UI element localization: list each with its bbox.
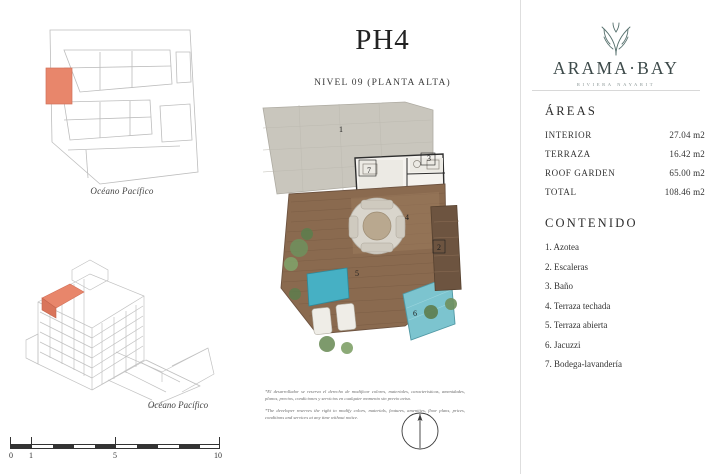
scale-bar <box>10 437 228 465</box>
area-label: TERRAZA <box>545 149 591 159</box>
contenido-title: CONTENIDO <box>545 216 638 230</box>
page-subtitle: NIVEL 09 (PLANTA ALTA) <box>314 78 451 88</box>
contenido-item-1: 1. Azotea <box>545 242 579 252</box>
contenido-item-3: 3. Baño <box>545 281 573 291</box>
brand-tagline: RIVIERA NAYARIT <box>576 82 656 87</box>
areas-title: ÁREAS <box>545 104 597 118</box>
scale-tick-10: 10 <box>214 451 222 460</box>
floor-plan-drawing <box>255 98 511 378</box>
scale-bar-fill-c <box>95 445 116 448</box>
area-label: INTERIOR <box>545 130 592 140</box>
right-column <box>520 0 712 474</box>
contenido-list <box>545 243 705 380</box>
area-row <box>545 188 705 197</box>
areas-list <box>545 131 705 207</box>
scale-tick-5: 5 <box>113 451 117 460</box>
massing-ocean-label: Océano Pacífico <box>147 400 209 410</box>
disclaimer-spanish: *El desarrollador se reserva el derecho de modificar colores, materiales, caracteristicas, amenidades, planos, precios, condiciones y servicios en cualquier momento sin previo aviso. <box>265 389 465 402</box>
divider-top <box>532 90 700 91</box>
brand-logo <box>532 22 700 87</box>
siteplan-ocean-label: Océano Pacífico <box>90 186 154 196</box>
area-label: TOTAL <box>545 187 577 197</box>
contenido-item-2: 2. Escaleras <box>545 261 588 272</box>
plan-label-5: 5 <box>355 269 359 278</box>
disclaimer-english: *The developer reserves the right to modify colors, materials, features, amenities, floor plans, prices, conditions and services at any time without notice. <box>265 408 465 421</box>
scale-bar-fill-b <box>53 445 74 448</box>
north-arrow-icon <box>397 408 443 454</box>
highlighted-unit-marker <box>46 68 72 104</box>
contenido-item-5: 5. Terraza abierta <box>545 320 608 330</box>
scale-tick-1: 1 <box>29 451 33 460</box>
page-title: PH4 <box>355 24 410 56</box>
area-value: 16.42 m2 <box>669 149 705 159</box>
brand-name: ARAMA·BAY <box>552 58 680 78</box>
contenido-item-7: 7. Bodega-lavandería <box>545 359 622 369</box>
plan-label-1: 1 <box>339 125 343 134</box>
contenido-item-6: 6. Jacuzzi <box>545 339 581 350</box>
plan-label-2: 2 <box>437 243 441 252</box>
site-plan-diagram <box>40 22 210 192</box>
plan-label-4: 4 <box>405 213 409 222</box>
plan-label-3: 3 <box>427 154 431 163</box>
area-label: ROOF GARDEN <box>545 168 616 178</box>
scale-bar-fill-e <box>179 445 200 448</box>
area-value: 65.00 m2 <box>669 168 705 178</box>
palm-leaf-icon <box>590 22 642 56</box>
left-column <box>0 0 245 474</box>
contenido-item-4: 4. Terraza techada <box>545 300 611 311</box>
area-row <box>545 169 705 178</box>
center-column <box>245 0 520 474</box>
area-value: 108.46 m2 <box>664 187 705 197</box>
area-row <box>545 150 705 159</box>
scale-tick-0: 0 <box>9 451 13 460</box>
plan-label-7: 7 <box>367 166 371 175</box>
area-row <box>545 131 705 140</box>
area-value: 27.04 m2 <box>669 130 705 140</box>
massing-axonometric-diagram <box>12 240 234 408</box>
bodega-room <box>359 160 403 191</box>
scale-bar-fill-d <box>137 445 158 448</box>
scale-bar-fill-a <box>11 445 32 448</box>
outdoor-kitchen <box>431 205 461 290</box>
plan-label-6: 6 <box>413 309 417 318</box>
